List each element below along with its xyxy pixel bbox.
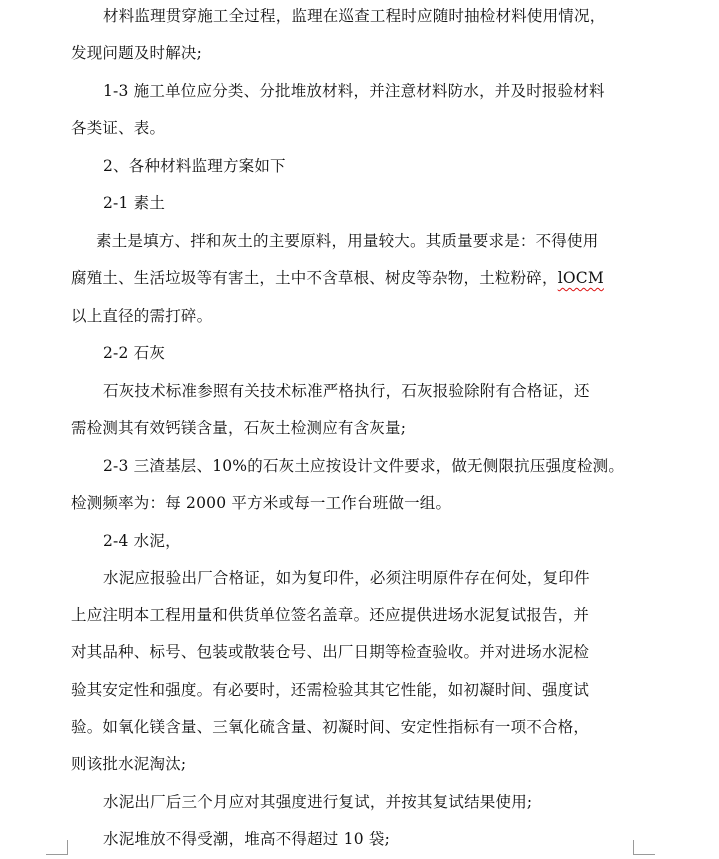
text-line <box>71 268 604 288</box>
section-heading: 2、各种材料监理方案如下 <box>103 157 286 175</box>
text-line: 对其品种、标号、包装或散装仓号、出厂日期等检查验收。并对进场水泥检 <box>71 643 590 661</box>
text-line: 1-3 施工单位应分类、分批堆放材料，并注意材料防水，并及时报验材料 <box>103 82 605 100</box>
crop-mark-right-vertical <box>633 840 634 855</box>
text-line: 验。如氧化镁含量、三氧化硫含量、初凝时间、安定性指标有一项不合格， <box>71 718 590 736</box>
text-line: 水泥出厂后三个月应对其强度进行复试，并按其复试结果使用; <box>103 793 533 811</box>
text-span: 腐殖土、生活垃圾等有害土，土中不含草根、树皮等杂物，土粒粉碎， <box>71 269 558 287</box>
text-line: 验其安定性和强度。有必要时，还需检验其其它性能，如初凝时间、强度试 <box>71 681 590 699</box>
text-line: 各类证、表。 <box>71 119 166 137</box>
subsection-heading: 2-4 水泥， <box>103 532 181 550</box>
text-line: 水泥堆放不得受潮，堆高不得超过 10 袋; <box>103 830 391 848</box>
subsection-heading: 2-2 石灰 <box>103 344 166 362</box>
text-line: 2-3 三渣基层、10%的石灰土应按设计文件要求，做无侧限抗压强度检测。 <box>103 457 625 475</box>
spellcheck-flagged-word: lOCM <box>557 269 604 287</box>
subsection-heading: 2-1 素土 <box>103 194 166 212</box>
text-line: 检测频率为：每 2000 平方米或每一工作台班做一组。 <box>71 494 452 512</box>
text-line: 则该批水泥淘汰; <box>71 755 187 773</box>
text-line: 以上直径的需打碎。 <box>71 307 213 325</box>
crop-mark-right <box>633 854 655 855</box>
text-line: 水泥应报验出厂合格证，如为复印件，必须注明原件存在何处，复印件 <box>103 569 590 587</box>
text-line: 上应注明本工程用量和供货单位签名盖章。还应提供进场水泥复试报告，并 <box>71 606 590 624</box>
crop-mark-left-vertical <box>67 840 68 855</box>
text-line: 发现问题及时解决; <box>71 44 203 62</box>
text-line: 材料监理贯穿施工全过程，监理在巡查工程时应随时抽检材料使用情况， <box>103 7 606 25</box>
text-line: 需检测其有效钙镁含量，石灰土检测应有含灰量; <box>71 419 407 437</box>
crop-mark-left <box>46 854 68 855</box>
text-line: 石灰技术标准参照有关技术标准严格执行，石灰报验除附有合格证，还 <box>103 382 590 400</box>
text-line: 素土是填方、拌和灰土的主要原料，用量较大。其质量要求是：不得使用 <box>96 232 599 250</box>
